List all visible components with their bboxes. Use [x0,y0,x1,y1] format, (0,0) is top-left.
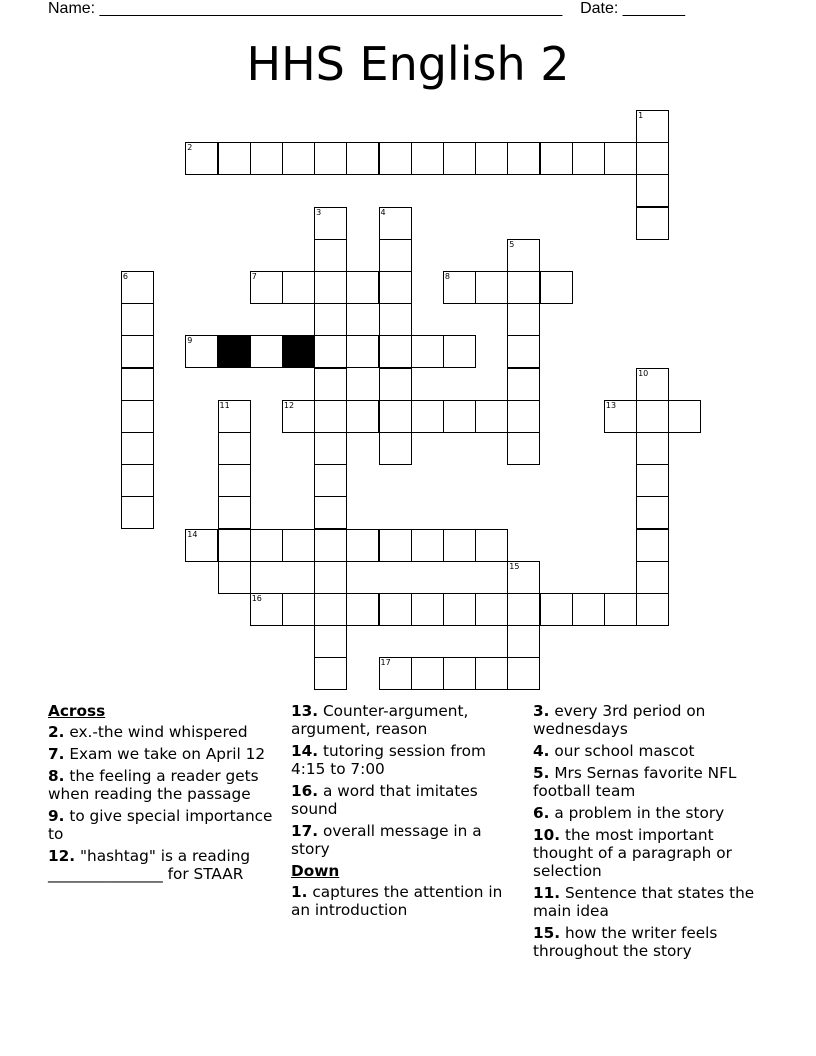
grid-cell[interactable] [507,142,540,175]
name-blank[interactable]: ____________________________________________________ [99,0,563,17]
grid-cell[interactable] [411,593,444,626]
grid-cell[interactable] [475,593,508,626]
clue [533,924,773,960]
grid-cell[interactable] [218,561,251,594]
clue [533,702,773,738]
grid-cell[interactable] [218,142,251,175]
grid-cell[interactable] [379,657,412,690]
grid-cell[interactable] [572,142,605,175]
clue-column-2 [291,702,523,923]
grid-cell[interactable] [507,271,540,304]
clue-number-label: 12. [48,847,76,865]
clue-number-label: 1. [291,883,308,901]
grid-cell[interactable] [314,593,347,626]
grid-cell[interactable] [475,657,508,690]
grid-cell[interactable] [314,335,347,368]
grid-cell[interactable] [314,239,347,272]
grid-cell[interactable] [379,303,412,336]
grid-cell[interactable] [443,271,476,304]
across-heading: Across [48,702,106,720]
grid-cell[interactable] [346,271,379,304]
grid-cell[interactable] [636,464,669,497]
grid-cell[interactable] [636,593,669,626]
clue-number-label: 10. [533,826,561,844]
grid-cell[interactable] [507,335,540,368]
clue-text: the most important thought of a paragraph or selection [533,826,732,880]
grid-cell[interactable] [379,400,412,433]
grid-cell[interactable] [507,625,540,658]
grid-cell[interactable] [121,432,154,465]
clue-text: a problem in the story [549,804,725,822]
clue-number-label: 3. [533,702,550,720]
grid-cell[interactable] [250,593,283,626]
grid-cell[interactable] [475,271,508,304]
grid-cell[interactable] [636,561,669,594]
grid-cell[interactable] [282,593,315,626]
clue-number-label: 11. [533,884,561,902]
grid-cell[interactable] [121,496,154,529]
clue [533,804,773,822]
clue-number: 11 [219,400,230,410]
grid-cell[interactable] [507,239,540,272]
grid-cell[interactable] [475,400,508,433]
clue-column-1 [48,702,280,887]
clue-text: "hashtag" is a reading _______________ for STAAR [48,847,251,883]
clue-number: 2 [187,143,193,153]
grid-cell[interactable] [379,271,412,304]
grid-cell[interactable] [314,464,347,497]
grid-cell[interactable] [314,496,347,529]
grid-cell[interactable] [507,432,540,465]
clue [48,723,280,741]
grid-cell[interactable] [250,271,283,304]
clue-text: every 3rd period on wednesdays [533,702,706,738]
clue [533,826,773,880]
clue-number-label: 13. [291,702,319,720]
grid-cell[interactable] [475,529,508,562]
clue-text: the feeling a reader gets when reading the passage [48,767,259,803]
clue-number: 1 [638,111,644,120]
clue-number: 6 [122,272,128,281]
clue [48,847,280,883]
clue [48,745,280,763]
clue-text: how the writer feels throughout the story [533,924,718,960]
clue [291,742,523,778]
grid-cell[interactable] [218,400,251,433]
page-title: HHS English 2 [246,37,570,91]
grid-cell[interactable] [379,432,412,465]
grid-cell[interactable] [540,142,573,175]
grid-cell[interactable] [250,529,283,562]
clue [291,702,523,738]
grid-cell[interactable] [379,142,412,175]
grid-cell[interactable] [507,368,540,401]
grid-cell[interactable] [218,496,251,529]
grid-cell[interactable] [411,335,444,368]
grid-cell[interactable] [443,657,476,690]
grid-cell[interactable] [411,529,444,562]
grid-cell[interactable] [604,400,637,433]
clue-number-label: 2. [48,723,65,741]
clue-text: to give special importance to [48,807,273,843]
clue-number: 15 [509,561,520,571]
grid-cell[interactable] [540,271,573,304]
grid-cell[interactable] [379,529,412,562]
grid-cell[interactable] [379,239,412,272]
name-label: Name: [48,0,96,17]
grid-cell[interactable] [121,400,154,433]
clue-text: Exam we take on April 12 [64,745,266,763]
clue [291,782,523,818]
clue-number: 8 [444,272,450,281]
clue-text: Sentence that states the main idea [533,884,755,920]
clue-number-label: 15. [533,924,561,942]
grid-cell[interactable] [314,529,347,562]
clue-number-label: 8. [48,767,65,785]
grid-cell[interactable] [507,561,540,594]
grid-cell[interactable] [121,335,154,368]
clue-text: Mrs Sernas favorite NFL football team [533,764,737,800]
grid-cell[interactable] [314,400,347,433]
grid-cell[interactable] [185,335,218,368]
grid-cell[interactable] [218,529,251,562]
clue-text: overall message in a story [291,822,482,858]
grid-cell[interactable] [636,400,669,433]
clue [533,764,773,800]
clue-number: 10 [638,368,649,378]
grid-cell[interactable] [346,142,379,175]
grid-cell[interactable] [314,142,347,175]
grid-cell[interactable] [636,368,669,401]
clue-column-3 [533,702,773,964]
grid-cell[interactable] [443,593,476,626]
grid-cell[interactable] [379,368,412,401]
grid-cell[interactable] [282,142,315,175]
clue-text: our school mascot [549,742,695,760]
clue-number: 13 [605,400,617,410]
clue-number: 17 [380,658,391,668]
grid-cell[interactable] [346,593,379,626]
grid-cell[interactable] [443,529,476,562]
grid-cell[interactable] [218,432,251,465]
clue-number-label: 6. [533,804,550,822]
black-cell [218,335,251,368]
clue [291,883,523,919]
clue-text: captures the attention in an introduction [291,883,503,919]
clue-number-label: 9. [48,807,65,825]
grid-cell[interactable] [314,657,347,690]
grid-cell[interactable] [282,400,315,433]
grid-cell[interactable] [346,529,379,562]
clue-number: 5 [509,239,515,249]
date-label: Date: [580,0,619,17]
grid-cell[interactable] [507,593,540,626]
grid-cell[interactable] [314,207,347,240]
grid-cell[interactable] [121,368,154,401]
grid-cell[interactable] [314,432,347,465]
grid-cell[interactable] [604,593,637,626]
clue-number: 12 [283,400,295,410]
grid-cell[interactable] [346,400,379,433]
grid-cell[interactable] [636,174,669,207]
grid-cell[interactable] [314,271,347,304]
clue-text: tutoring session from 4:15 to 7:00 [291,742,486,778]
clue-number-label: 14. [291,742,319,760]
grid-cell[interactable] [346,335,379,368]
grid-cell[interactable] [314,368,347,401]
grid-cell[interactable] [185,142,218,175]
grid-cell[interactable] [282,529,315,562]
clue-number: 16 [251,594,262,603]
clue-number-label: 17. [291,822,319,840]
grid-cell[interactable] [636,110,669,143]
grid-cell[interactable] [572,593,605,626]
grid-cell[interactable] [604,142,637,175]
grid-cell[interactable] [636,529,669,562]
clue [48,807,280,843]
grid-cell[interactable] [507,400,540,433]
grid-cell[interactable] [507,303,540,336]
grid-cell[interactable] [636,432,669,465]
grid-cell[interactable] [379,335,412,368]
clue-text: a word that imitates sound [291,782,478,818]
grid-cell[interactable] [411,657,444,690]
grid-cell[interactable] [250,335,283,368]
clue-number-label: 5. [533,764,550,782]
grid-cell[interactable] [218,464,251,497]
grid-cell[interactable] [636,496,669,529]
clue-text: Counter-argument, argument, reason [291,702,469,738]
grid-cell[interactable] [475,142,508,175]
grid-cell[interactable] [121,271,154,304]
grid-cell[interactable] [379,207,412,240]
clue-text: ex.-the wind whispered [64,723,248,741]
grid-cell[interactable] [314,303,347,336]
clue-number-label: 16. [291,782,319,800]
clue-number: 14 [187,529,198,539]
grid-cell[interactable] [668,400,701,433]
grid-cell[interactable] [121,303,154,336]
clue-number: 4 [380,207,386,217]
grid-cell[interactable] [507,657,540,690]
grid-cell[interactable] [636,207,669,240]
grid-cell[interactable] [314,561,347,594]
clue-number: 3 [316,207,322,217]
grid-cell[interactable] [411,400,444,433]
clue-number-label: 7. [48,745,65,763]
grid-cell[interactable] [443,142,476,175]
grid-cell[interactable] [443,400,476,433]
grid-cell[interactable] [121,464,154,497]
grid-cell[interactable] [282,271,315,304]
grid-cell[interactable] [250,142,283,175]
black-cell [282,335,315,368]
clue-number: 9 [187,336,193,346]
clue-number-label: 4. [533,742,550,760]
grid-cell[interactable] [636,142,669,175]
grid-cell[interactable] [185,529,218,562]
grid-cell[interactable] [540,593,573,626]
clue-number: 7 [251,272,257,281]
clue [291,822,523,858]
date-blank[interactable]: _______ [622,0,686,17]
clue [533,884,773,920]
grid-cell[interactable] [443,335,476,368]
grid-cell[interactable] [411,142,444,175]
clue [48,767,280,803]
clue [533,742,773,760]
grid-cell[interactable] [379,593,412,626]
down-heading: Down [291,862,340,880]
grid-cell[interactable] [314,625,347,658]
